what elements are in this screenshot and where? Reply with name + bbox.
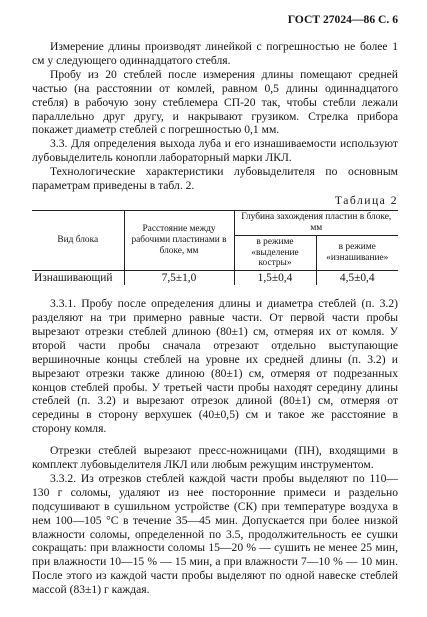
document-body	[32, 40, 398, 597]
table-row	[32, 271, 398, 285]
cell-wear: 4,5±0,4	[316, 271, 398, 285]
paragraph: Отрезки стеблей вырезают пресс-ножницами (ПН), входящими в комплект лубовыделителя ЛКЛ или любым режущим инструментом.	[32, 444, 398, 472]
paragraph: 3.3.1. Пробу после определения длины и диаметра стеблей (п. 3.2) разделяют на три примерно равные части. От первой части пробы вырезают отрезки стеблей длиною (80±1) см, отмеряя их от комля. У второй части пробы сначала отрезают отдельно выступающие вершиночные концы стеблей на уровне их средней длины (п. 3.2) и вырезают отрезки также длиною (80±1) см, отмеряя от подрезанных концов стеблей пробы. У третьей части пробы находят середину длины стеблей (п. 3.2) и вырезают отрезок длиной (80±1) см, отмеряя от середины в сторону верхушек (40±0,5) см и такое же расстояние в сторону комля.	[32, 297, 398, 436]
paragraph: Технологические характеристики лубовыделителя по основным параметрам приведены в табл. 2.	[32, 165, 398, 193]
header-plate-distance: Расстояние между рабочими пластинами в блоке, мм	[124, 210, 234, 270]
paragraph: Измерение длины производят линейкой с погрешностью не более 1 см у следующего одиннадцатого стебля.	[32, 40, 398, 67]
parameters-table	[32, 210, 398, 285]
subheader-wear-mode: в режиме «изнашивание»	[316, 235, 398, 270]
header-plate-depth: Глубина захождения пластин в блоке, мм	[234, 210, 398, 235]
cell-distance: 7,5±1,0	[124, 271, 234, 285]
subheader-scutch-mode: в режиме «выделение костры»	[234, 235, 316, 270]
cell-scutch: 1,5±0,4	[234, 271, 316, 285]
paragraph: 3.3.2. Из отрезков стеблей каждой части пробы выделяют по 110—130 г соломы, удаляют из нее посторонние примеси и раздельно подсушивают в сушильном устройстве (СК) при температуре воздуха в нем 100—105 °С в течение 35—45 мин. Допускается при более низкой влажности соломы, определенной по 3.5, продолжительность ее сушки сокращать: при влажности соломы 15—20 % — сушить не менее 25 мин, при влажности 10—15 % — 15 мин, а при влажности 7—10 % — 10 мин. После этого из каждой части пробы выделяют по одной навеске стеблей массой (83±1) г каждая.	[32, 471, 398, 597]
paragraph: 3.3. Для определения выхода луба и его изнашиваемости используют лубовыделитель конопли лабораторный марки ЛКЛ.	[32, 137, 398, 165]
table-caption: Таблица 2	[334, 193, 398, 207]
cell-block: Изнашивающий	[32, 271, 124, 285]
table-header-row	[32, 210, 398, 235]
paragraph: Пробу из 20 стеблей после измерения длины помещают средней частью (на расстоянии от комлей, равном 0,5 длины одиннадцатого стебля) в рабочую зону стеблемера СП-20 так, чтобы стебли лежали параллельно друг другу, и накрывают грузиком. Стрелка прибора покажет диаметр стеблей с погрешностью 0,1 мм.	[32, 67, 398, 137]
header-block-type: Вид блока	[32, 210, 124, 270]
page-header: ГОСТ 27024—86 С. 6	[287, 13, 398, 26]
